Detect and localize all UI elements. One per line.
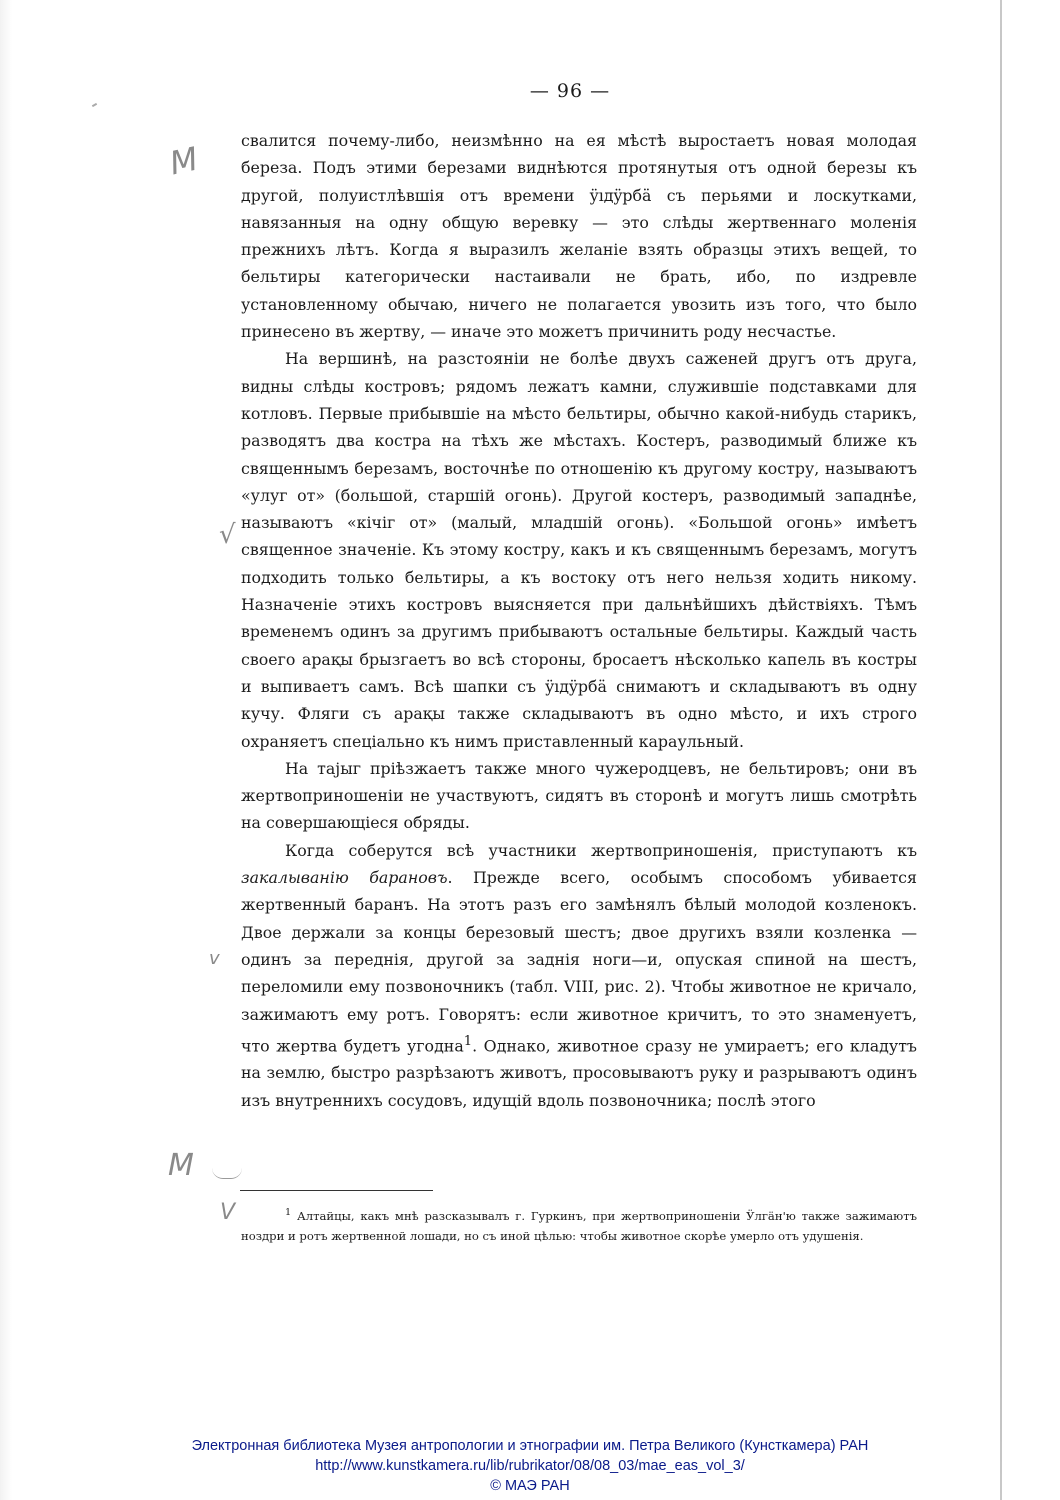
paper-edge-left [0, 0, 12, 1500]
page-number: — 96 — [529, 80, 611, 102]
margin-check-mark-2: v [209, 948, 220, 969]
paragraph-1: свалится почему-либо, неизмѣнно на ея мѣстѣ выростаетъ новая молодая береза. Подъ этими березами виднѣются протянутыя отъ одной березы къ другой, полуистлѣвшія отъ времени ÿıдÿрбä съ перьями и лоскутками, навязанныя на одну общую веревку — это слѣды жертвеннаго моленія прежнихъ лѣтъ. Когда я выразилъ желаніе взять образцы этихъ вещей, то бельтиры категорически настаивали не брать, ибо, по издревле установленному обычаю, ничего не полагается увозить изъ того, что было принесено въ жертву, — иначе это можетъ причинить роду несчастье. [241, 131, 917, 342]
footnote-rule [240, 1190, 433, 1191]
paragraph-4-tail: . Однако, животное сразу не умираетъ; его кладутъ на землю, быстро разрѣзаютъ животъ, просовываютъ руку и разрываютъ одинъ изъ внутреннихъ сосудовъ, идущій вдоль позвоночника; послѣ этого [241, 1036, 917, 1110]
stray-pencil-mark [92, 103, 97, 107]
footnote-ref[interactable]: 1 [463, 1033, 473, 1049]
margin-mark-m-top: М [166, 139, 202, 183]
credits-url-link[interactable]: http://www.kunstkamera.ru/lib/rubrikator/08/08_03/mae_eas_vol_3/ [315, 1458, 745, 1474]
paragraph-3: На тајыг пріѣзжаетъ также много чужеродцевъ, не бельтировъ; они въ жертвоприношеніи не участвуютъ, сидятъ въ сторонѣ и могутъ лишь смотрѣть на совершающіеся обряды. [241, 758, 917, 833]
margin-mark-m-bottom: М [168, 1148, 194, 1183]
margin-check-mark-1: √ [219, 520, 236, 550]
library-credits [0, 1436, 1060, 1496]
main-text [241, 127, 917, 1114]
credits-library-name: Электронная библиотека Музея антропологии и этнографии им. Петра Великого (Кунсткамера) РАН [191, 1438, 869, 1454]
paragraph-4-after-italic: . Прежде всего, особымъ способомъ убивается жертвенный баранъ. На этотъ разъ его замѣнялъ бѣлый молодой козленокъ. Двое держали за концы березовый шестъ; двое другихъ взяли козленка — одинъ за переднія, другой за заднія ноги—и, опуская спиной на шестъ, переломили ему позвоночникъ (табл. VIII, рис. 2). Чтобы животное не кричало, зажимаютъ ему ротъ. Говорятъ: если животное кричитъ, то это знаменуетъ, что жертва будетъ угодна [241, 868, 917, 1056]
footnote-text: Алтайцы, какъ мнѣ разсказывалъ г. Гуркинъ, при жертвоприношеніи Ӱлгäн'ю также зажимаютъ ноздри и ротъ жертвенной лошади, но съ иной цѣлью: чтобы животное скорѣе умерло отъ удушенія. [241, 1208, 917, 1244]
margin-pencil-line [212, 1168, 242, 1179]
footnote [241, 1203, 917, 1247]
credits-copyright: © МАЭ РАН [490, 1478, 570, 1494]
paper-edge-right [1000, 0, 1002, 1500]
paragraph-4-italic: закалыванію барановъ [241, 868, 448, 888]
footnote-marker: 1 [285, 1207, 292, 1218]
margin-check-mark-3: V [220, 1200, 236, 1225]
paragraph-2: На вершинѣ, на разстояніи не болѣе двухъ саженей другъ отъ друга, видны слѣды костровъ; рядомъ лежатъ камни, служившіе подставками для котловъ. Первые прибывшіе на мѣсто бельтиры, обычно какой-нибудь старикъ, разводятъ два костра на тѣхъ же мѣстахъ. Костеръ, разводимый ближе къ священнымъ березамъ, восточнѣе по отношенію къ другому костру, называютъ «улуг от» (большой, старшій огонь). Другой костеръ, разводимый западнѣе, называютъ «кічіг от» (малый, младшій огонь). «Большой огонь» имѣетъ священное значеніе. Къ этому костру, какъ и къ священнымъ березамъ, могутъ подходить только бельтиры, а къ востоку отъ него нельзя ходить никому. Назначеніе этихъ костровъ выясняется при дальнѣйшихъ дѣйствіяхъ. Тѣмъ временемъ одинъ за другимъ прибываютъ остальные бельтиры. Каждый часть своего арақы брызгаетъ во всѣ стороны, бросаетъ нѣсколько капель въ костры и выпиваетъ самъ. Всѣ шапки съ ÿıдÿрбä снимаютъ и складываютъ въ одну кучу. Фляги съ арақы также складываютъ въ одно мѣсто, и ихъ строго охраняетъ спеціально къ нимъ приставленный караульный. [241, 349, 917, 751]
paragraph-4-lead: Когда соберутся всѣ участники жертвоприношенія, приступаютъ къ [285, 840, 917, 860]
paragraph-4 [241, 837, 917, 1114]
